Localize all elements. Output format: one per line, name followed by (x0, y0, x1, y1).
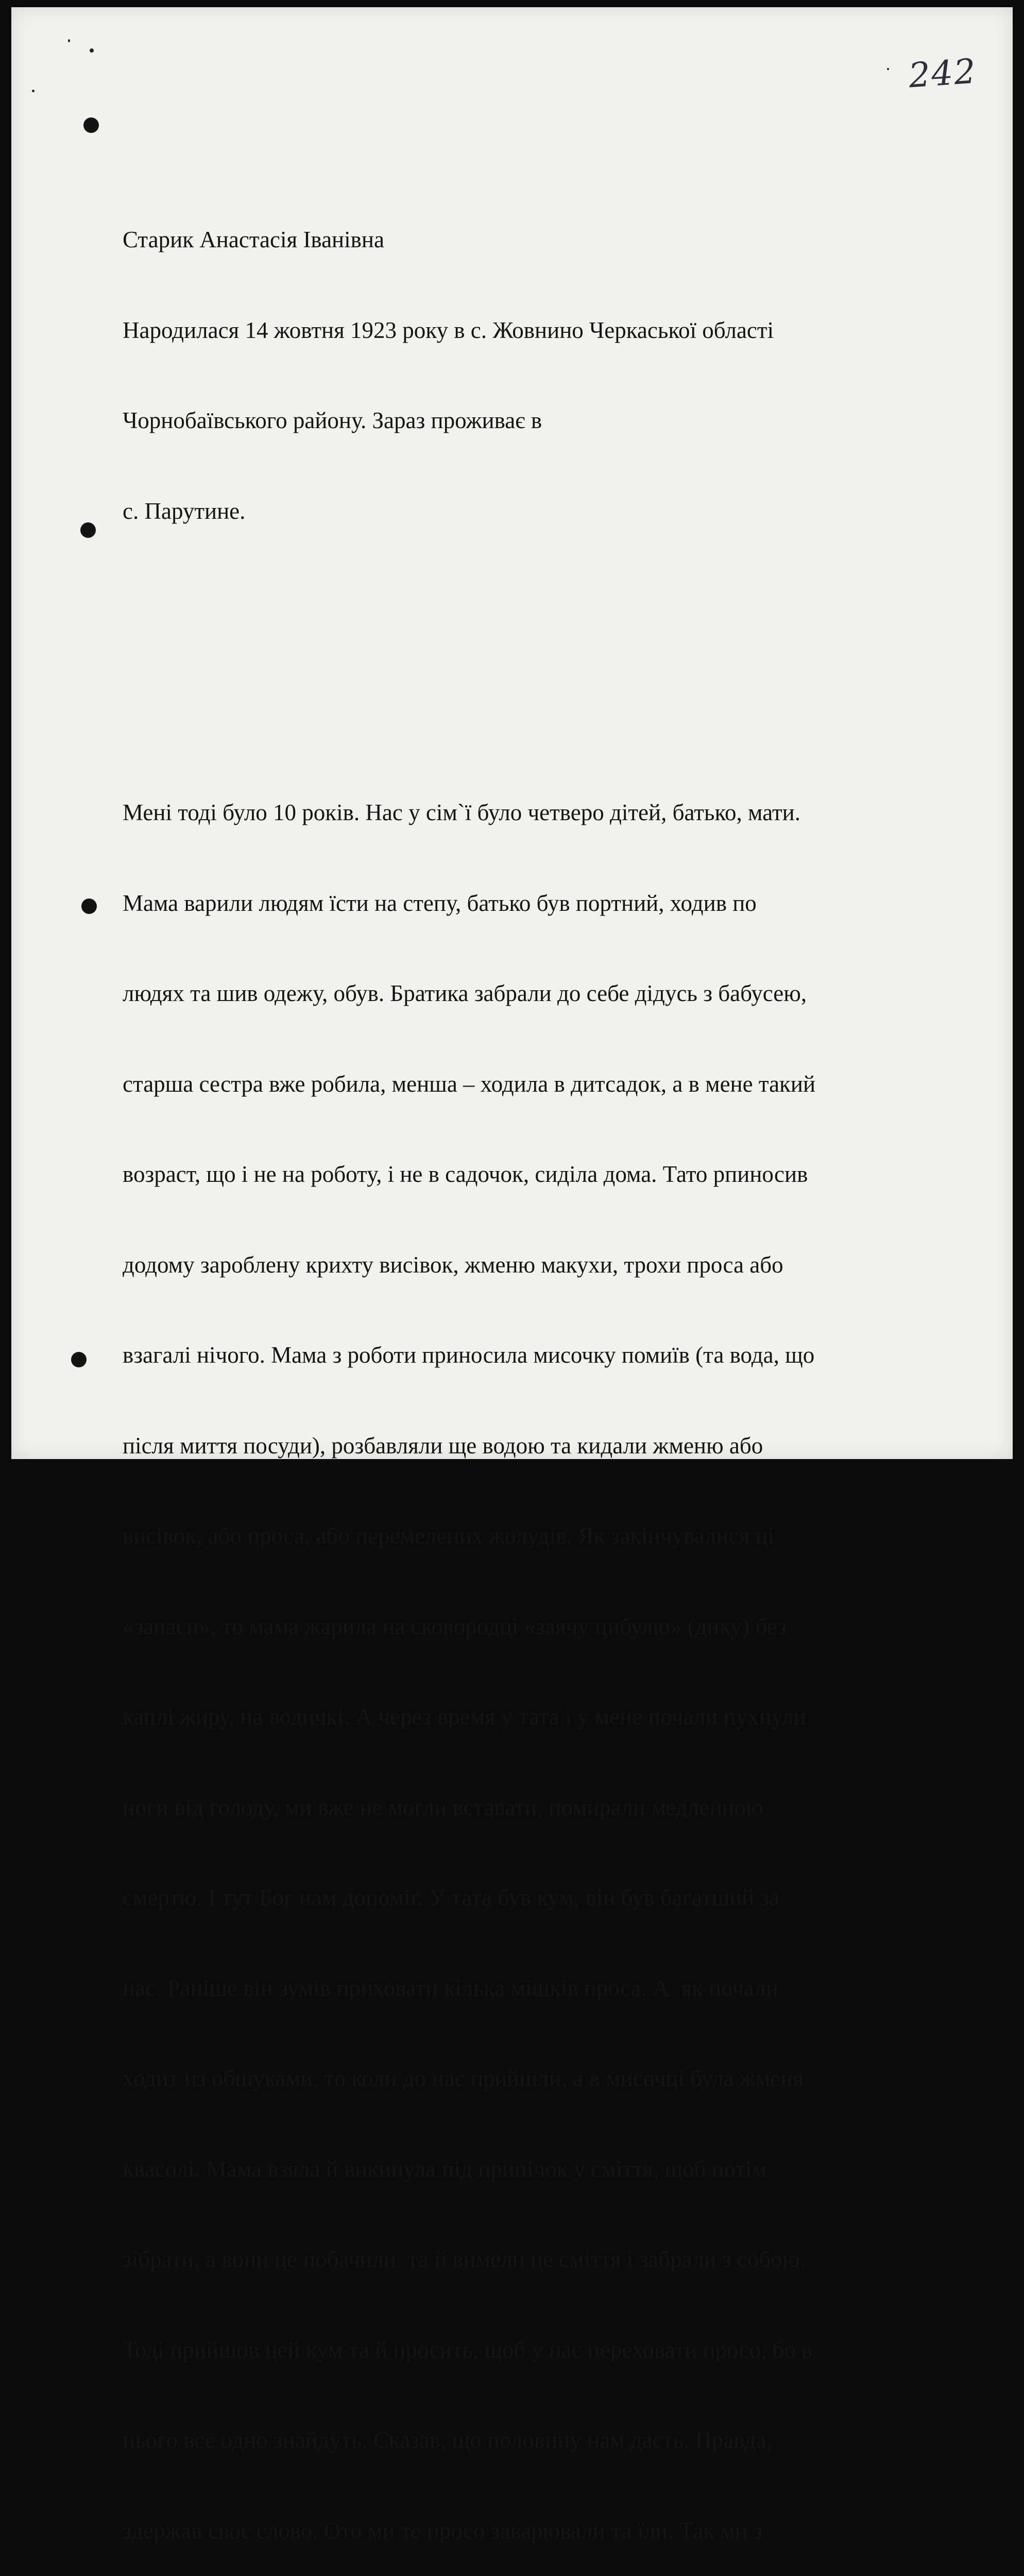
body-line: після миття посуди), розбавляли ще водою та кидали жменю або (123, 1432, 763, 1459)
speck-mark (32, 90, 35, 92)
body-line: каплі жиру, на водичкі. А через время у тата і у мене почали пухнули (123, 1704, 806, 1730)
paragraph-gap (123, 647, 972, 677)
speck-mark (887, 68, 889, 70)
body-line: зібрати, а вони це побачили та й вимели це сміття і забрали з собою. (123, 2246, 806, 2272)
punch-hole-upper-middle (80, 522, 96, 538)
body-line: квасолі. Мама взяла й викинула під припічок у сміття, щоб потім (123, 2156, 767, 2182)
body-line: смертю. І тут Бог нам допоміг. У тата був кум, він був багатший за (123, 1885, 780, 1910)
body-line: нього все одно знайдуть. Сказав, що половину нам дасть. Правда, (123, 2427, 772, 2453)
punch-hole-bottom (71, 1352, 87, 1367)
header-line: Старик Анастасія Іванівна (123, 227, 384, 252)
body-line: Тоді прийшов цей кум та й просить, щоб у нас переховати просо, бо в (123, 2336, 813, 2363)
body-line: людях та шив одежу, обув. Братика забрали до себе дідусь з бабусею, (123, 980, 807, 1006)
testimony-body (123, 737, 972, 2576)
body-line: нас. Раніше він зумів приховати кілька мішків проса. А як почали (123, 1975, 778, 2001)
header-line: Народилася 14 жовтня 1923 року в с. Жовнино Черкаської області (123, 317, 774, 343)
body-line: здержав своє слово. Ото ми те просо заварювали та їли. Так ми з (123, 2517, 763, 2544)
body-line: взагалі нічого. Мама з роботи приносила мисочку помиїв (та вода, що (123, 1342, 815, 1368)
author-info (123, 164, 972, 586)
speck-mark (68, 39, 70, 42)
body-line: возраст, що і не на роботу, і не в садочок, сиділа дома. Тато рпиносив (123, 1161, 808, 1187)
header-line: Чорнобаївського району. Зараз проживає в (123, 408, 542, 433)
punch-hole-top (83, 117, 99, 133)
body-line: Мені тоді було 10 років. Нас у сім`ї було четверо дітей, батько, мати. (123, 800, 801, 825)
body-line: «запаси», то мама жарила на сковородці «заячу цибулю» (дику) без (123, 1613, 787, 1639)
page-number: 242 (907, 51, 978, 96)
document-page (11, 7, 1013, 2544)
body-line: додому зароблену крихту висівок, жменю макухи, трохи проса або (123, 1251, 783, 1278)
body-line: ходит из обшуками, то коли до нас прийшли, а в мисочці була жменя (123, 2065, 804, 2091)
punch-hole-lower-middle (81, 899, 97, 914)
body-line: ноги від голоду, ми вже не могли вставати, помирали медленною (123, 1794, 763, 1820)
speck-mark (90, 48, 94, 53)
header-line: с. Парутине. (123, 498, 246, 524)
body-line: Мама варили людям їсти на степу, батько був портний, ходив по (123, 890, 757, 916)
body-line: старша сестра вже робила, менша – ходила в дитсадок, а в мене такий (123, 1071, 816, 1097)
body-line: висівок, або проса, або перемелених жолудів. Як закінчувалися ці (123, 1523, 775, 1549)
document-text (123, 104, 972, 2576)
